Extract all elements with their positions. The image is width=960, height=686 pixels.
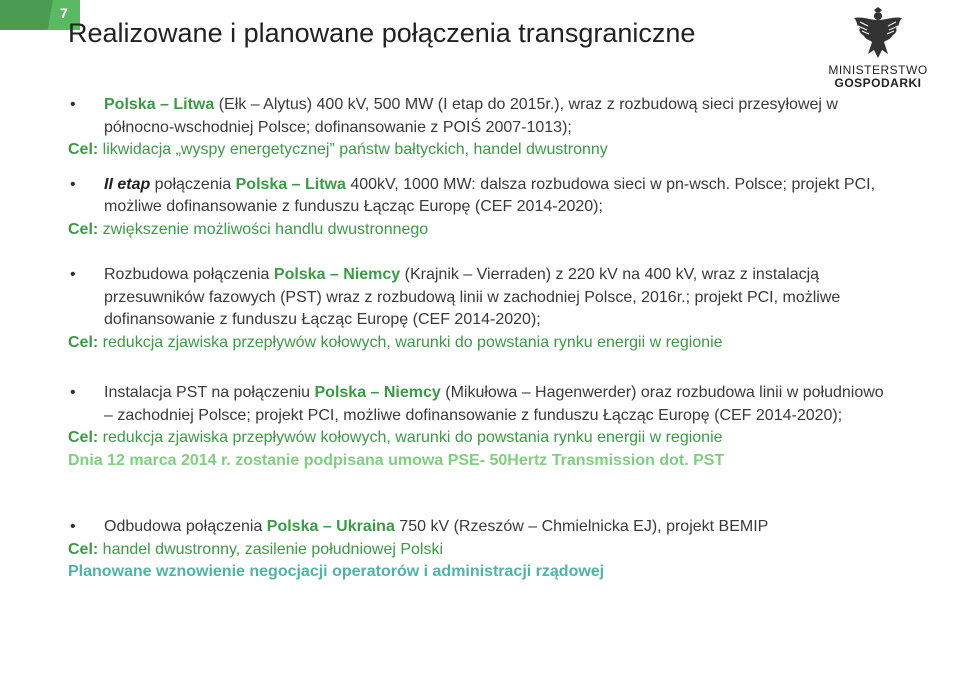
bullet-text: (Mikułowa – Hagenwerder) oraz rozbudowa linii w południowo – zachodniej Polsce; projekt PCI, możliwe dofinansowanie z funduszu Łącząc Europę (CEF 2014-2020); xyxy=(104,384,884,424)
bullet-text: 400kV, 1000 MW: dalsza rozbudowa sieci w pn-wsch. Polsce; projekt PCI, możliwe dofinansowanie z funduszu Łącząc Europę (CEF 2014-2020); xyxy=(104,175,876,215)
goal-label: Cel: xyxy=(68,220,99,238)
page-title: Realizowane i planowane połączenia transgraniczne xyxy=(68,18,696,48)
goal-label: Cel: xyxy=(68,141,99,158)
eagle-emblem-icon xyxy=(850,6,906,62)
logo-line1: MINISTERSTWO xyxy=(828,63,928,77)
goal-line xyxy=(68,219,888,242)
bullet-text: (Ełk – Alytus) 400 kV, 500 MW (I etap do 2015r.), wraz z rozbudową sieci przesyłowej w północno-wschodniej Polsce; dofinansowanie z POIŚ 2007-1013); xyxy=(104,96,838,136)
logo-line2: GOSPODARKI xyxy=(834,76,922,90)
goal-text: redukcja zjawiska przepływów kołowych, warunki do powstania rynku energii w regionie xyxy=(98,333,723,351)
goal-label: Cel: xyxy=(68,540,99,558)
goal-line xyxy=(68,427,888,450)
goal-text: handel dwustronny, zasilenie południowej Polski xyxy=(98,540,444,558)
country-pair: Polska – Niemcy xyxy=(314,384,441,401)
slide-content xyxy=(68,94,888,584)
ministry-logo xyxy=(828,6,928,102)
country-pair: Polska – Litwa xyxy=(235,175,346,193)
note-negotiations: Planowane wznowienie negocjacji operatorów i administracji rządowej xyxy=(68,563,605,580)
goal-line xyxy=(68,539,888,562)
goal-line xyxy=(68,139,888,162)
bullet-text: Odbudowa połączenia xyxy=(104,518,267,535)
bullet-mikulowa xyxy=(68,382,888,427)
country-pair: Polska – Niemcy xyxy=(273,266,401,283)
goal-line xyxy=(68,332,888,355)
slide-number: 7 xyxy=(60,5,68,21)
country-pair: Polska – Litwa xyxy=(104,96,215,113)
bullet-text: połączenia xyxy=(150,175,236,193)
goal-label: Cel: xyxy=(68,429,99,446)
goal-label: Cel: xyxy=(68,333,99,351)
goal-text: likwidacja „wyspy energetycznej” państw bałtyckich, handel dwustronny xyxy=(98,141,608,158)
bullet-text: 750 kV (Rzeszów – Chmielnicka EJ), projekt BEMIP xyxy=(394,518,769,535)
goal-text: redukcja zjawiska przepływów kołowych, warunki do powstania rynku energii w regionie xyxy=(98,429,723,446)
bullet-krajnik xyxy=(68,264,888,332)
bullet-text: Rozbudowa połączenia xyxy=(104,266,274,283)
goal-text: zwiększenie możliwości handlu dwustronnego xyxy=(98,220,429,238)
country-pair: Polska – Ukraina xyxy=(266,518,395,535)
bullet-text: (Krajnik – Vierraden) z 220 kV na 400 kV, wraz z instalacją przesuwników fazowych (PST) wraz z rozbudową linii w zachodniej Polsce, 2016r.; projekt PCI, możliwe dofinansowanie z funduszu Łącząc Europę (CEF 2014-2020); xyxy=(104,266,841,328)
bullet-polska-litwa xyxy=(68,94,888,139)
bullet-ukraina xyxy=(68,516,888,539)
note-pst: Dnia 12 marca 2014 r. zostanie podpisana umowa PSE- 50Hertz Transmission dot. PST xyxy=(68,451,725,469)
stage-label: II etap xyxy=(104,175,151,193)
bullet-etap-ii xyxy=(68,174,888,219)
bullet-text: Instalacja PST na połączeniu xyxy=(104,384,315,401)
